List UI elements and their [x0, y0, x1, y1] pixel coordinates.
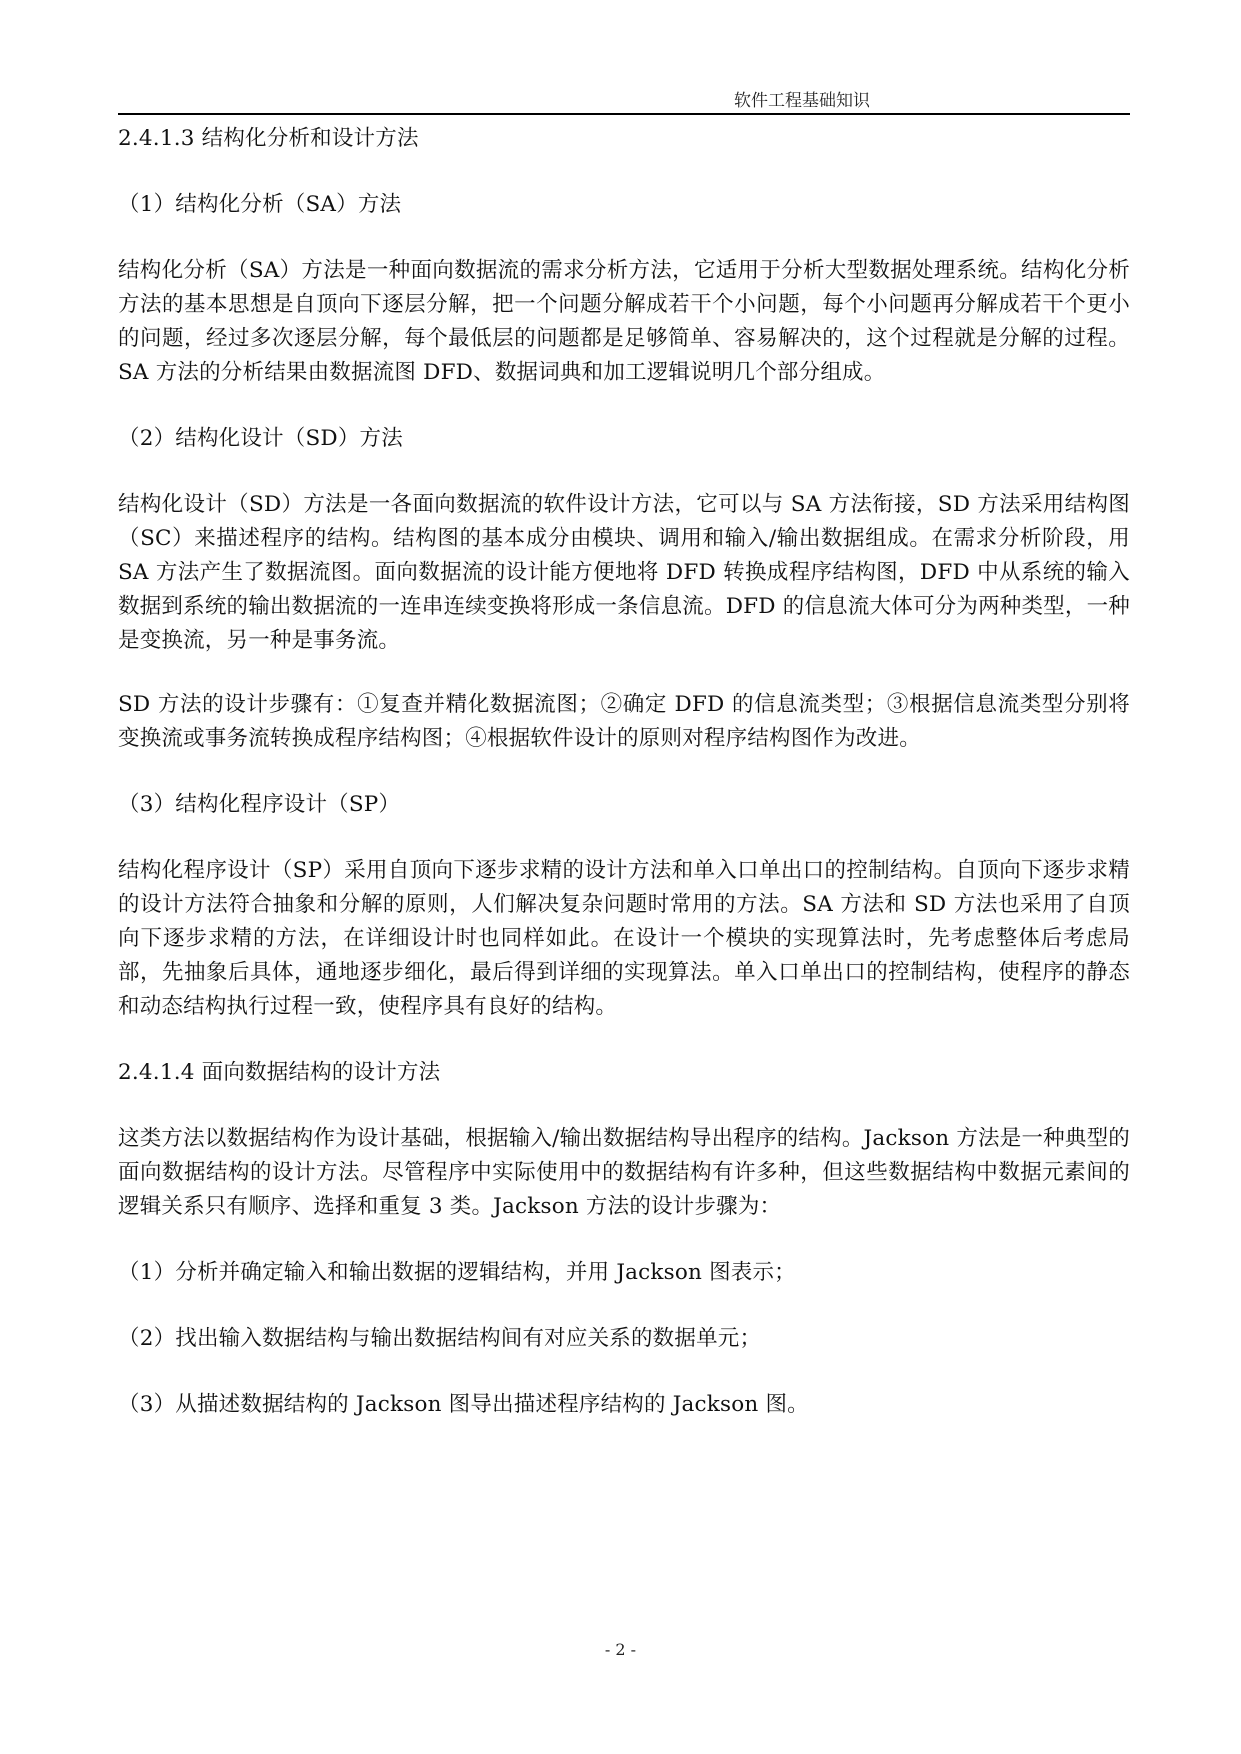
subheading-sa: （1）结构化分析（SA）方法	[118, 192, 402, 217]
section-heading-2-4-1-4: 2.4.1.4 面向数据结构的设计方法	[118, 1060, 441, 1085]
page-content	[118, 120, 1130, 1422]
subheading-sp: （3）结构化程序设计（SP）	[118, 792, 401, 817]
subheading-sd: （2）结构化设计（SD）方法	[118, 426, 403, 451]
paragraph-sd-steps: SD 方法的设计步骤有：①复查并精化数据流图；②确定 DFD 的信息流类型；③根据信息流类型分别将变换流或事务流转换成程序结构图；④根据软件设计的原则对程序结构图作为改进。	[118, 692, 1130, 751]
paragraph-sa: 结构化分析（SA）方法是一种面向数据流的需求分析方法，它适用于分析大型数据处理系统。结构化分析方法的基本思想是自顶向下逐层分解，把一个问题分解成若干个小问题，每个小问题再分解成若干个更小的问题，经过多次逐层分解，每个最低层的问题都是足够简单、容易解决的，这个过程就是分解的过程。SA 方法的分析结果由数据流图 DFD、数据词典和加工逻辑说明几个部分组成。	[118, 258, 1130, 385]
running-header: 软件工程基础知识	[734, 91, 870, 111]
section-heading-2-4-1-3: 2.4.1.3 结构化分析和设计方法	[118, 126, 419, 151]
paragraph-sp: 结构化程序设计（SP）采用自顶向下逐步求精的设计方法和单入口单出口的控制结构。自顶向下逐步求精的设计方法符合抽象和分解的原则，人们解决复杂问题时常用的方法。SA 方法和 SD 方法也采用了自顶向下逐步求精的方法，在详细设计时也同样如此。在设计一个模块的实现算法时，先考虑整体后考虑局部，先抽象后具体，通地逐步细化，最后得到详细的实现算法。单入口单出口的控制结构，使程序的静态和动态结构执行过程一致，使程序具有良好的结构。	[118, 858, 1130, 1019]
paragraph-sd: 结构化设计（SD）方法是一各面向数据流的软件设计方法，它可以与 SA 方法衔接，SD 方法采用结构图（SC）来描述程序的结构。结构图的基本成分由模块、调用和输入/输出数据组成。在需求分析阶段，用 SA 方法产生了数据流图。面向数据流的设计能方便地将 DFD 转换成程序结构图，DFD 中从系统的输入数据到系统的输出数据流的一连串连续变换将形成一条信息流。DFD 的信息流大体可分为两种类型，一种是变换流，另一种是事务流。	[118, 492, 1130, 653]
list-item-jackson-step-3: （3）从描述数据结构的 Jackson 图导出描述程序结构的 Jackson 图。	[118, 1392, 809, 1417]
page-number: - 2 -	[604, 1640, 637, 1659]
list-item-jackson-step-1: （1）分析并确定输入和输出数据的逻辑结构，并用 Jackson 图表示；	[118, 1260, 796, 1285]
header-rule	[118, 113, 1130, 115]
paragraph-data-structure: 这类方法以数据结构作为设计基础，根据输入/输出数据结构导出程序的结构。Jackson 方法是一种典型的面向数据结构的设计方法。尽管程序中实际使用中的数据结构有许多种，但这些数据结构中数据元素间的逻辑关系只有顺序、选择和重复 3 类。Jackson 方法的设计步骤为：	[118, 1126, 1130, 1219]
list-item-jackson-step-2: （2）找出输入数据结构与输出数据结构间有对应关系的数据单元；	[118, 1326, 762, 1351]
